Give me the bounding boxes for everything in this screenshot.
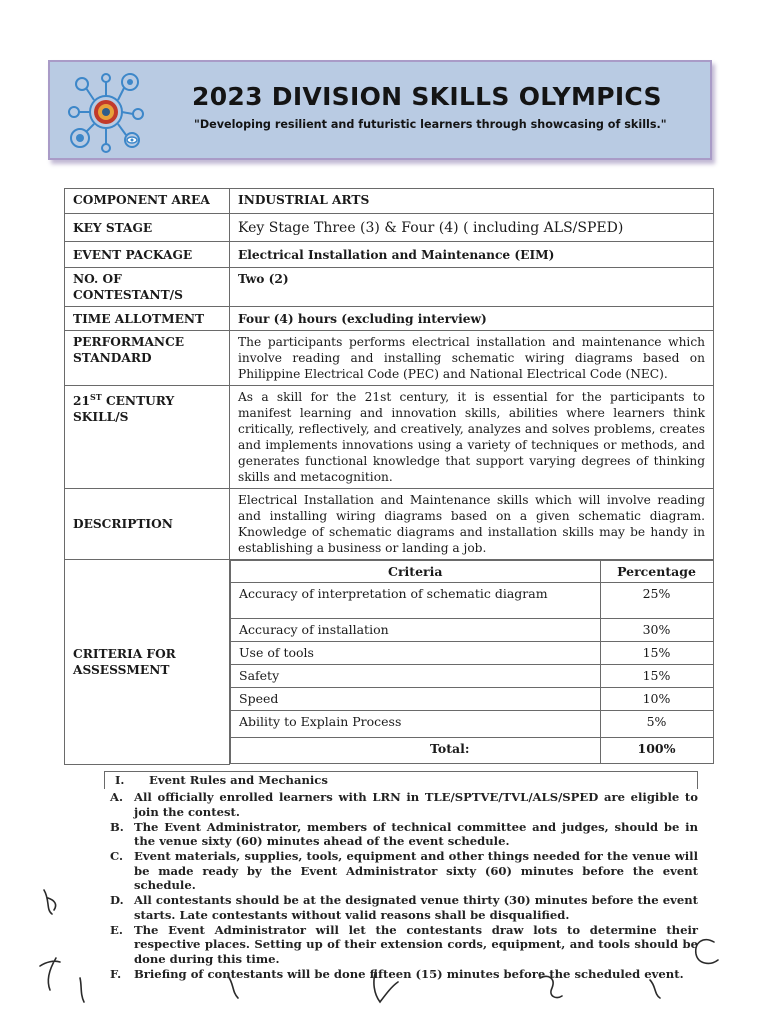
- criteria-percent: 15%: [600, 642, 713, 665]
- criteria-name: Use of tools: [231, 642, 601, 665]
- pen-stroke: [228, 976, 238, 998]
- row-value: Four (4) hours (excluding interview): [230, 307, 714, 331]
- rule-text: The Event Administrator, members of technical committee and judges, should be in the venue sixty (60) minutes ahead of the event schedule.: [134, 819, 698, 849]
- criteria-row: [231, 619, 714, 642]
- row-label: KEY STAGE: [65, 214, 230, 242]
- table-row: [65, 268, 714, 307]
- section-title: Event Rules and Mechanics: [149, 773, 328, 787]
- row-value: As a skill for the 21st century, it is essential for the participants to manifest learning and innovation skills, abilities where learners think critically, reflectively, and creatively, analyzes and solves problems, creates and implements innovations using a variety of techniques or methods, and generates functional knowledge that support varying degrees of thinking skills and metacognition.: [230, 386, 714, 489]
- rule-letter: F.: [110, 966, 122, 981]
- criteria-row: [231, 583, 714, 619]
- label-number: 21: [73, 394, 90, 409]
- rule-text: All contestants should be at the designated venue thirty (30) minutes before the event starts. Late contestants without valid reasons shall be disqualified.: [134, 893, 698, 922]
- rule-letter: B.: [110, 819, 124, 834]
- row-label: PERFORMANCE STANDARD: [65, 331, 230, 386]
- rule-letter: D.: [110, 893, 124, 908]
- row-label: [65, 386, 230, 489]
- criteria-name: Ability to Explain Process: [231, 711, 601, 738]
- criteria-name: Speed: [231, 688, 601, 711]
- row-value: INDUSTRIAL ARTS: [230, 189, 714, 214]
- percentage-header: Percentage: [600, 561, 713, 583]
- row-label: TIME ALLOTMENT: [65, 307, 230, 331]
- label-ordinal: ST: [89, 392, 102, 402]
- criteria-row: [231, 665, 714, 688]
- banner-subtitle: "Developing resilient and futuristic learners through showcasing of skills.": [194, 118, 667, 131]
- criteria-percent: 25%: [600, 583, 713, 619]
- criteria-name: Accuracy of interpretation of schematic diagram: [231, 583, 601, 619]
- criteria-total-row: [231, 738, 714, 764]
- pen-stroke: [540, 976, 562, 997]
- table-row: [65, 560, 714, 765]
- circle-mark: [696, 940, 718, 964]
- skills-olympics-logo: [64, 70, 148, 154]
- criteria-header: Criteria: [231, 561, 601, 583]
- criteria-percent: 10%: [600, 688, 713, 711]
- handwritten-marks: [0, 870, 768, 1024]
- criteria-header-row: [231, 561, 714, 583]
- rule-letter: E.: [110, 922, 123, 937]
- section-number: I.: [115, 773, 125, 787]
- header-banner: [48, 60, 712, 160]
- criteria-label: CRITERIA FOR ASSESSMENT: [65, 560, 230, 765]
- table-row: [65, 386, 714, 489]
- list-item: [110, 790, 698, 819]
- table-row: [65, 189, 714, 214]
- row-label: COMPONENT AREA: [65, 189, 230, 214]
- criteria-name: Safety: [231, 665, 601, 688]
- row-value: Two (2): [230, 268, 714, 307]
- pen-stroke: [80, 978, 84, 1002]
- table-row: [65, 489, 714, 560]
- criteria-cell: [230, 560, 714, 765]
- rule-text: All officially enrolled learners with LRN in TLE/SPTVE/TVL/ALS/SPED are eligible to join the contest.: [134, 790, 698, 819]
- table-row: [65, 307, 714, 331]
- rules-heading: [104, 771, 698, 789]
- criteria-row: [231, 711, 714, 738]
- row-value: Electrical Installation and Maintenance skills which will involve reading and installing wiring diagrams based on a given schematic diagram. Knowledge of schematic diagrams and installation skills may be handy in establishing a business or landing a job.: [230, 489, 714, 560]
- pen-stroke: [650, 980, 660, 998]
- rule-letter: A.: [110, 790, 124, 805]
- margin-mark-lower: [40, 958, 60, 990]
- table-row: [65, 214, 714, 242]
- event-info-table: [64, 188, 714, 765]
- list-item: [110, 820, 698, 849]
- criteria-percent: 5%: [600, 711, 713, 738]
- criteria-name: Accuracy of installation: [231, 619, 601, 642]
- criteria-table: [230, 560, 714, 764]
- row-value: Electrical Installation and Maintenance (EIM): [230, 242, 714, 268]
- row-value: The participants performs electrical installation and maintenance which involve reading and installing schematic wiring diagrams based on Philippine Electrical Code (PEC) and National Electrical Code (NEC).: [230, 331, 714, 386]
- rule-text: Briefing of contestants will be done fifteen (15) minutes before the scheduled event.: [134, 966, 684, 981]
- table-row: [65, 242, 714, 268]
- pen-stroke: [374, 970, 398, 1002]
- row-label: DESCRIPTION: [65, 489, 230, 560]
- criteria-row: [231, 642, 714, 665]
- rule-text: The Event Administrator will let the contestants draw lots to determine their respective places. Setting up of their extension cords, equipment, and tools should be done during this time.: [134, 922, 698, 966]
- event-spec-document: [64, 188, 714, 765]
- rule-text: Event materials, supplies, tools, equipment and other things needed for the venue will be made ready by the Event Administrator sixty (60) minutes before the event schedule.: [134, 849, 698, 893]
- table-row: [65, 331, 714, 386]
- row-label: NO. OF CONTESTANT/S: [65, 268, 230, 307]
- criteria-row: [231, 688, 714, 711]
- criteria-percent: 30%: [600, 619, 713, 642]
- criteria-percent: 15%: [600, 665, 713, 688]
- row-value: Key Stage Three (3) & Four (4) ( including ALS/SPED): [230, 214, 714, 242]
- label-rest: CENTURY SKILL/S: [73, 394, 175, 425]
- rule-letter: C.: [110, 849, 124, 864]
- total-label: Total:: [231, 738, 601, 764]
- banner-title: 2023 DIVISION SKILLS OLYMPICS: [192, 82, 662, 111]
- margin-mark-upper: [44, 890, 56, 914]
- row-label: EVENT PACKAGE: [65, 242, 230, 268]
- total-value: 100%: [600, 738, 713, 764]
